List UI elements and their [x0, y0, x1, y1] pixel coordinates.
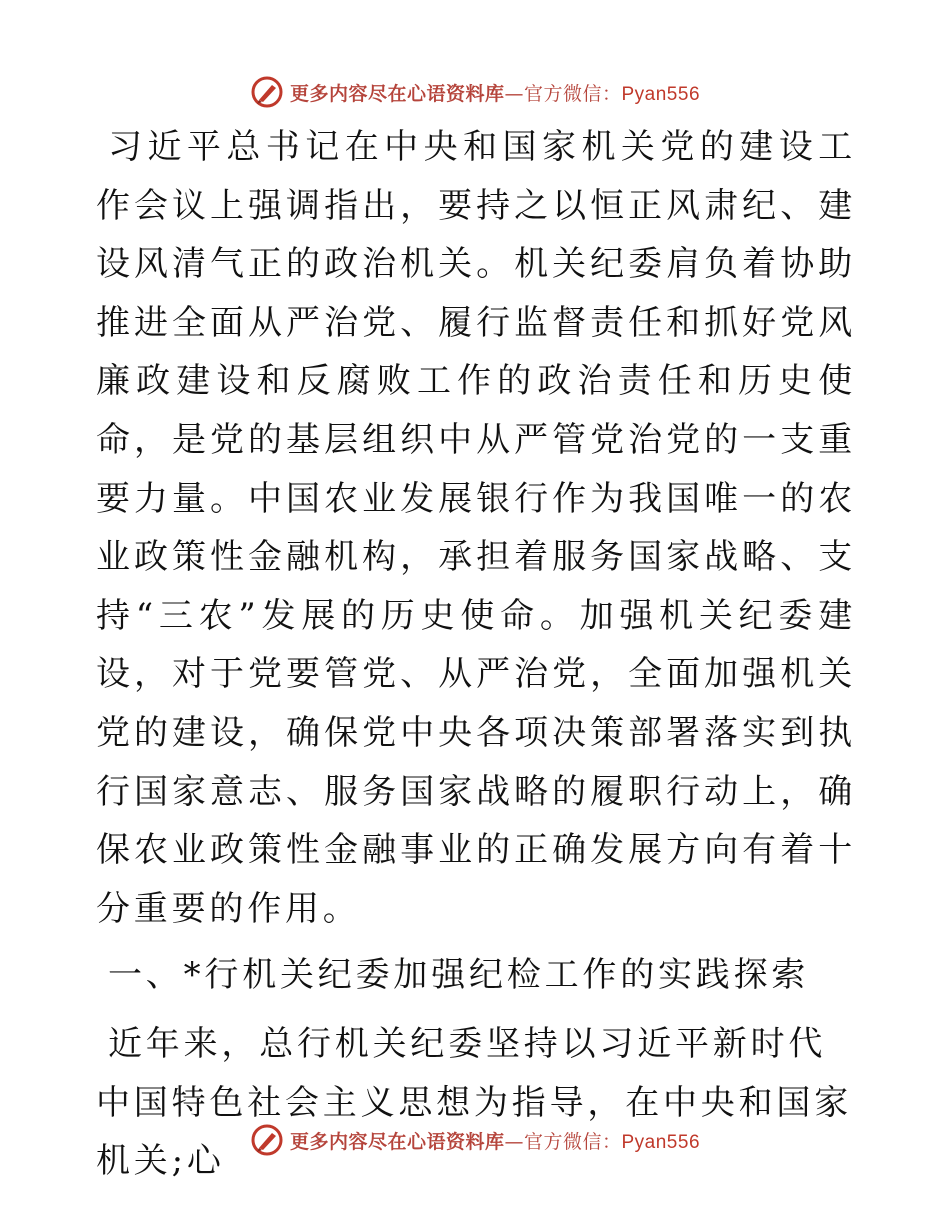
body-paragraph-1: 习近平总书记在中央和国家机关党的建设工作会议上强调指出，要持之以恒正风肃纪、建设风清气正的政治机关。机关纪委肩负着协助推进全面从严治党、履行监督责任和抓好党风廉政建设和反腐败工作的政治责任和历史使命，是党的基层组织中从严管党治党的一支重要力量。中国农业发展银行作为我国唯一的农业政策性金融机构，承担着服务国家战略、支持“三农”发展的历史使命。加强机关纪委建设，对于党要管党、从严治党，全面加强机关党的建设，确保党中央各项决策部署落实到执行国家意志、服务国家战略的履职行动上，确保农业政策性金融事业的正确发展方向有着十分重要的作用。 [96, 127, 856, 929]
watermark-dash: — [504, 82, 524, 105]
watermark-header [0, 70, 950, 114]
watermark-text [290, 79, 700, 106]
watermark-dash: — [504, 1130, 524, 1153]
body-paragraph-2: 近年来，总行机关纪委坚持以习近平新时代中国特色社会主义思想为指导，在中央和国家机关;心 [96, 1023, 852, 1182]
watermark-wechat-id: Pyan556 [621, 1131, 701, 1153]
watermark-brand: 更多内容尽在心语资料库 [289, 1130, 505, 1153]
watermark-wechat-id: Pyan556 [621, 83, 701, 105]
watermark-brand: 更多内容尽在心语资料库 [289, 82, 505, 105]
watermark-footer [0, 1118, 950, 1162]
pen-logo-icon [250, 75, 284, 109]
watermark-label: 官方微信： [523, 82, 622, 105]
pen-logo-icon [250, 1123, 284, 1157]
watermark-text [290, 1127, 700, 1154]
watermark-label: 官方微信： [523, 1130, 622, 1153]
section-heading-1: 一、*行机关纪委加强纪检工作的实践探索 [108, 955, 810, 996]
document-body [96, 118, 856, 1191]
